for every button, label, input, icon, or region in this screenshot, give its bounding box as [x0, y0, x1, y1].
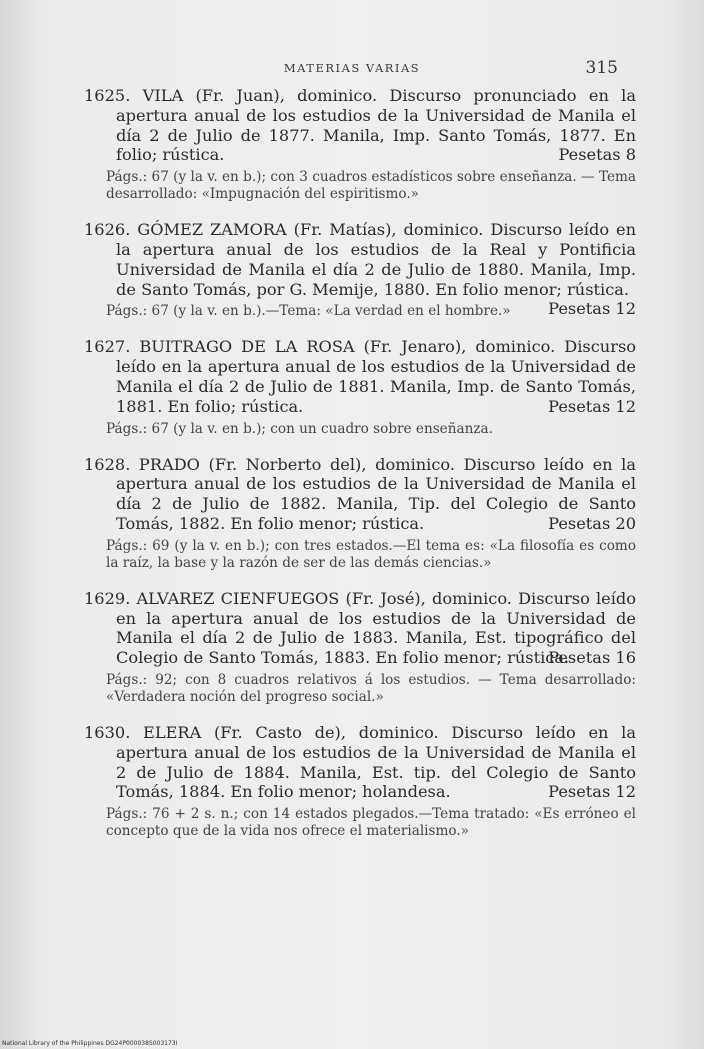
- entry-price: Pesetas 12: [548, 782, 636, 802]
- entry-notes: Págs.: 67 (y la v. en b.).—Tema: «La verdad en el hombre.»: [106, 303, 511, 320]
- entry-text: 1626. GÓMEZ ZAMORA (Fr. Matías), dominico. Discurso leído en la apertura anual de los estudios de la Real y Pontificia Universidad de Manila el día 2 de Julio de 1880. Manila, Imp. de Santo Tomás, por G. Memije, 1880. En folio menor; rústica.: [84, 220, 636, 299]
- scan-footer: National Library of the Philippines DG24P000038S003173I: [2, 1040, 178, 1047]
- entry-price: Pesetas 12: [548, 396, 636, 416]
- entry-notes: Págs.: 67 (y la v. en b.); con 3 cuadros estadísticos sobre enseñanza. — Tema desarrollado: «Impugnación del espiritismo.»: [106, 169, 636, 203]
- entry-text: 1629. ALVAREZ CIENFUEGOS (Fr. José), dominico. Discurso leído en la apertura anual de los estudios de la Universidad de Manila el día 2 de Julio de 1883. Manila, Est. tipográfico del Colegio de Santo Tomás, 1883. En folio menor; rústica.: [84, 588, 636, 668]
- entry-1630: [84, 723, 636, 840]
- entry-price: Pesetas 20: [548, 513, 636, 533]
- entry-1628: [84, 455, 636, 572]
- entry-1625: [84, 86, 636, 203]
- running-title: MATERIAS VARIAS: [283, 61, 421, 75]
- entry-text: 1625. VILA (Fr. Juan), dominico. Discurso pronunciado en la apertura anual de los estudios de la Universidad de Manila el día 2 de Julio de 1877. Manila, Imp. Santo Tomás, 1877. En folio; rústica.: [84, 86, 636, 165]
- entry-text: 1627. BUITRAGO DE LA ROSA (Fr. Jenaro), dominico. Discurso leído en la apertura anual de los estudios de la Universidad de Manila el día 2 de Julio de 1881. Manila, Imp. de Santo Tomás, 1881. En folio; rústica.: [84, 337, 636, 416]
- entry-notes: Págs.: 76 + 2 s. n.; con 14 estados plegados.—Tema tratado: «Es erróneo el concepto que de la vida nos ofrece el materialismo.»: [106, 806, 636, 840]
- entry-text: 1630. ELERA (Fr. Casto de), dominico. Discurso leído en la apertura anual de los estudios de la Universidad de Manila el 2 de Julio de 1884. Manila, Est. tip. del Colegio de Santo Tomás, 1884. En folio menor; holandesa.: [84, 722, 636, 802]
- entry-notes: Págs.: 69 (y la v. en b.); con tres estados.—El tema es: «La filosofía es como la raíz, la base y la razón de ser de las demás ciencias.»: [106, 537, 636, 571]
- entry-price: Pesetas 16: [548, 648, 636, 668]
- page-number: 315: [585, 58, 618, 78]
- entry-1626: [84, 220, 636, 320]
- entry-notes: Págs.: 67 (y la v. en b.); con un cuadro sobre enseñanza.: [106, 420, 493, 437]
- entry-price: Pesetas 12: [548, 299, 636, 319]
- entry-text: 1628. PRADO (Fr. Norberto del), dominico. Discurso leído en la apertura anual de los estudios de la Universidad de Manila el día 2 de Julio de 1882. Manila, Tip. del Colegio de Santo Tomás, 1882. En folio menor; rústica.: [84, 454, 636, 533]
- entry-price: Pesetas 8: [558, 145, 636, 165]
- entry-1629: [84, 589, 636, 706]
- entry-notes: Págs.: 92; con 8 cuadros relativos á los estudios. — Tema desarrollado: «Verdadera noción del progreso social.»: [106, 671, 636, 705]
- page-header: [0, 58, 704, 80]
- bibliography-entries: [84, 86, 636, 857]
- entry-1627: [84, 337, 636, 437]
